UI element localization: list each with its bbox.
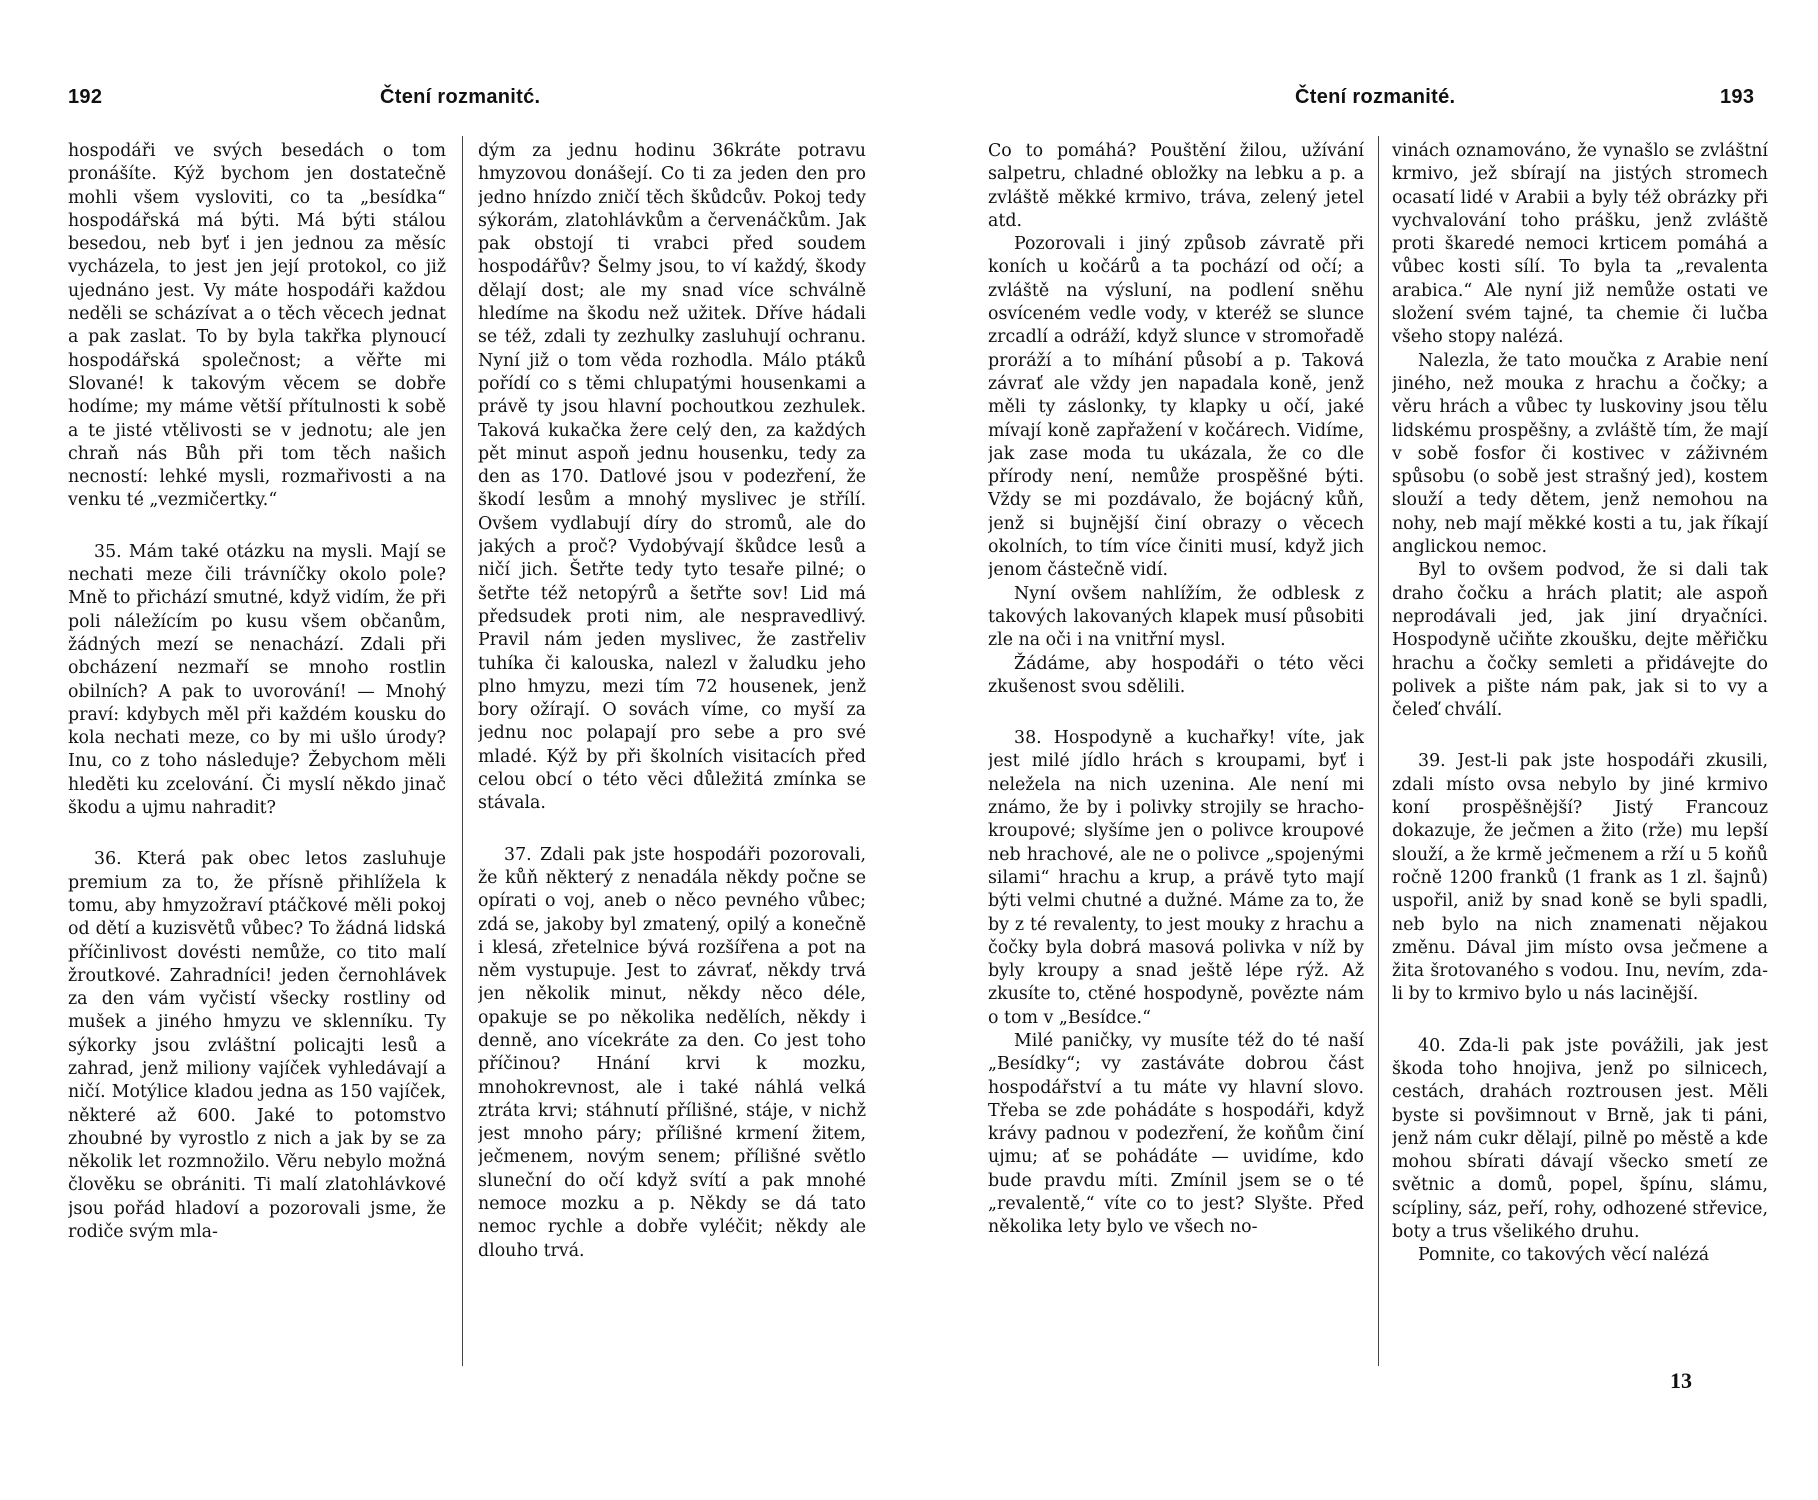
right-column-1 xyxy=(988,140,1364,1480)
paragraph: Pomnite, co takových věcí nalézá xyxy=(1418,1245,1710,1266)
paragraph: Co to pomáhá? Pouštění žilou, užívání salpetru, chladné obložky na lebku a p. a zvláště měkké krmivo, tráva, zelený jetel atd. xyxy=(988,141,1364,231)
left-page xyxy=(0,0,900,1500)
paragraph: Byl to ovšem podvod, že si dali tak draho čočku a hrách platit; ale aspoň neprodávali jed, jak jiní dryačníci. Hospodyně učiňte zkoušku, dejte měřičku hrachu a čočky semleti a přidávejte do polivek a pište nám pak, jak si to vy a čeleď chválí. xyxy=(1392,560,1768,721)
paragraph: 40. Zda-li pak jste povážili, jak jest škoda toho hnojiva, jenž po silnicech, cestách, drahách roztrousen jest. Měli byste si povšimnout v Brně, jak ti páni, jenž nám cukr dělají, pilně po městě a kde mohou sbírati dávají všecko smetí ze světnic a domů, popel, špínu, slámu, scípliny, sáz, peří, rohy, odhozené střevice, boty a trus všelikého druhu. xyxy=(1392,1035,1768,1243)
paragraph: 39. Jest-li pak jste hospodáři zkusili, zdali místo ovsa nebylo by jiné krmivo koní prospěšnější? Jistý Francouz dokazuje, že ječmen a žito (rže) mu lepší slouží, a že krmě ječmenem a rží u 5 koňů ročně 1200 franků (1 frank as 1 zl. šajnů) uspořil, aniž by snad koně se byli spadli, neb bylo na nich znamenati nějakou změnu. Dával jim místo ovsa ječmene a žita šrotovaného s vodou. Inu, nevím, zda-li by to krmivo bylo u nás lacinější. xyxy=(1392,751,1768,1005)
paragraph: 37. Zdali pak jste hospodáři pozorovali, že kůň některý z nenadála někdy počne se opírati o voj, aneb o něco pevného vůbec; zdá se, jakoby byl zmatený, opilý a konečně i klesá, zřetelnice bývá rozšířena a pot na něm vystupuje. Jest to závrať, někdy trvá jen několik minut, někdy něco déle, opakuje se po několika nedělích, někdy i denně, ano vícekráte za den. Co jest toho příčinou? Hnání krvi k mozku, mnohokrevnost, ale i také náhlá velká ztráta krvi; stáhnutí přílišné, stáje, v nichž jest mnoho páry; přílišné krmení žitem, ječmenem, novým senem; přílišné světlo sluneční do očí když svítí a pak mnohé nemoce mozku a p. Někdy se dá tato nemoc rychle a dobře vyléčit; někdy ale dlouho trvá. xyxy=(478,844,866,1261)
paragraph: vinách oznamováno, že vynašlo se zvláštní krmivo, jež sbírají na jistých stromech ocasatí lidé v Arabii a byly též obrázky při vychvalování toho prášku, jenž zvláště proti škaredé nemoci krticem pomáhá a vůbec kosti sílí. To byla ta „revalenta arabica.“ Ale nyní již nemůže ostati ve složení svém tajné, ta chemie či lučba všeho stopy nalézá. xyxy=(1392,141,1768,348)
running-head-left: Čtení rozmanitć. xyxy=(380,86,541,108)
left-column-1 xyxy=(68,140,446,1480)
right-column-2 xyxy=(1392,140,1768,1480)
paragraph: 36. Která pak obec letos zasluhuje premium za to, že přísně přihlížela k tomu, aby hmyzožraví ptáčkové měli pokoj od dětí a kuzisvětů vůbec? To žádná lidská příčinlivost dovésti nemůže, co tito malí žroutkové. Zahradníci! jeden černohlávek za den vám vyčistí všecky rostliny od mušek a jiného hmyzu ve sklenníku. Ty sýkorky jsou zvláštní policajti lesů a zahrad, jenž miliony vajíček vyhledávají a ničí. Motýlice kladou jedna as 150 vajíček, některé až 600. Jaké to potomstvo zhoubné by vyrostlo z nich a jak by se za několik let rozmnožilo. Věru nebylo možná člověku se obrániti. Ti malí zlatohlávkové jsou pořád hladoví a pozorovali jsme, že rodiče svým mla- xyxy=(68,849,446,1243)
paragraph: Milé paničky, vy musíte též do té naší „Besídky“; vy zastáváte dobrou část hospodářství a tu máte vy hlavní slovo. Třeba se zde pohádáte s hospodáři, když krávy padnou v podezření, že koňům činí ujmu; ať se pohádáte — uvidíme, kdo bude pravdu míti. Zmínil jsem se o té „revalentě,“ víte co to jest? Slyšte. Před několika lety bylo ve všech no- xyxy=(988,1030,1364,1238)
paragraph: dým za jednu hodinu 36kráte potravu hmyzovou donášejí. Co ti za jeden den pro jedno hnízdo zničí těch škůdcův. Pokoj tedy sýkorám, zlatohlávkům a červenáčkům. Jak pak obstojí ti vrabci před soudem hospodářův? Šelmy jsou, to ví každý, škody dělají dost; ale my snad více schválně hledíme na škodu než užitek. Dříve hádali se též, zdali ty zezhulky zasluhují ochranu. Nyní již o tom věda rozhodla. Málo ptáků pořídí co s těmi chlupatými housenkami a právě ty jsou hlavní pochoutkou zezhulek. Taková kukačka žere celý den, za každých pět minut aspoň jednu housenku, tedy za den as 170. Datlové jsou v podezření, že škodí lesům a mnohý myslivec je střílí. Ovšem vydlabují díry do stromů, ale do jakých a proč? Vydobývají škůdce lesů a ničí jich. Šetřte tedy tyto tesaře pilné; o šetřte též netopýrů a šetřte sov! Lid má předsudek proti nim, ale nespravedlivý. Pravil nám jeden myslivec, že zastřeliv tuhíka či kalouska, nalezl v žaludku jeho plno hmyzu, mezi tím 72 housenek, jenž bory ožírají. O sovách víme, co myší za jednu noc polapají pro sebe a pro své mladé. Kýž by při školních visitacích před celou obcí o této věci důležitá zmínka se stávala. xyxy=(478,141,866,814)
paragraph: Žádáme, aby hospodáři o této věci zkušenost svou sdělili. xyxy=(988,653,1364,697)
left-column-2 xyxy=(478,140,866,1480)
paragraph: Pozorovali i jiný způsob závratě při koních u kočárů a ta pochází od očí; a zvláště na výsluní, na podlení sněhu osvíceném vedle vody, v kteréž se slunce zrcadlí a odráží, když slunce v stromořadě proráží a to míhání působí a p. Taková závrať ale vždy jen napadala koně, jenž měli ty záslonky, ty klapky u očí, jaké mívají koně zapřažení v kočárech. Vidíme, jak zase moda tu ukázala, že co dle přírody není, nemůže prospěšné býti. Vždy se mi pozdávalo, že bojácný kůň, jenž si bujnější činí obrazy o věcech okolních, to tím více činiti musí, když jich jenom částečně vidí. xyxy=(988,234,1364,581)
column-rule-left xyxy=(462,136,463,1366)
column-rule-right xyxy=(1378,136,1379,1366)
right-page xyxy=(960,0,1818,1500)
page-number-left: 192 xyxy=(68,86,103,108)
signature-mark: 13 xyxy=(1670,1368,1692,1393)
page-number-right: 193 xyxy=(1720,86,1755,108)
paragraph: 35. Mám také otázku na mysli. Mají se nechati meze čili trávníčky okolo pole? Mně to přichází smutné, když vidím, že při poli náležícím po kusu všem občanům, žádných mezí se nenachází. Zdali při obcházení nezmaří se mnoho rostlin obilních? A pak to uvorování! — Mnohý praví: kdybych měl při každém kousku do kola nechati meze, co by mi ušlo úrody? Inu, co z toho následuje? Žebychom měli hleděti ku zcelování. Či myslí někdo jinač škodu a ujmu nahradit? xyxy=(68,541,446,819)
paragraph: hospodáři ve svých besedách o tom pronášíte. Kýž bychom jen dostatečně mohli všem vysloviti, co ta „besídka“ hospodářská má býti. Má býti stálou besedou, neb byť i jen jednou za měsíc vycházela, to jest jen její protokol, co již ujednáno jest. Vy máte hospodáři každou neděli se scházívat a o těch věcech jednat a pak zaslat. To by byla takřka plynoucí hospodářská společnost; a věřte mi Slované! k takovým věcem se dobře hodíme; my máme větší přítulnosti k sobě a te jisté vtělivosti se v jednotu; ale jen chraň nás Bůh při tom těch našich necností: lehké mysli, rozmařivosti a na venku té „vezmičertky.“ xyxy=(68,141,446,511)
paragraph: Nalezla, že tato moučka z Arabie není jiného, než mouka z hrachu a čočky; a věru hrách a vůbec ty luskoviny jsou tělu lidskému prospěšny, a zvláště tím, že mají v sobě fosfor či kostivec v záživném spůsobu (o sobě jest strašný jed), kostem slouží a tedy dětem, jenž nemohou na nohy, neb mají měkké kosti a tu, jak říkají anglickou nemoc. xyxy=(1392,350,1768,558)
paragraph: 38. Hospodyně a kuchařky! víte, jak jest milé jídlo hrách s kroupami, byť i neležela na nich uzenina. Ale není mi známo, že by i polivky strojily se hracho-kroupové; slyšíme jen o polivce kroupové neb hrachové, ale ne o polivce „spojenými silami“ hrachu a krup, a právě tyto mají býti velmi chutné a dužné. Máme za to, že by z té revalenty, to jest mouky z hrachu a čočky byla dobrá masová polivka v níž by byly kroupy a snad ještě lépe rýž. Až zkusíte to, ctěné hospodyně, povězte nám o tom v „Besídce.“ xyxy=(988,728,1364,1028)
paragraph: Nyní ovšem nahlížím, že odblesk z takových lakovaných klapek musí působiti zle na oči i na vnitřní mysl. xyxy=(988,583,1364,651)
running-head-right: Čtení rozmanité. xyxy=(1295,86,1456,108)
